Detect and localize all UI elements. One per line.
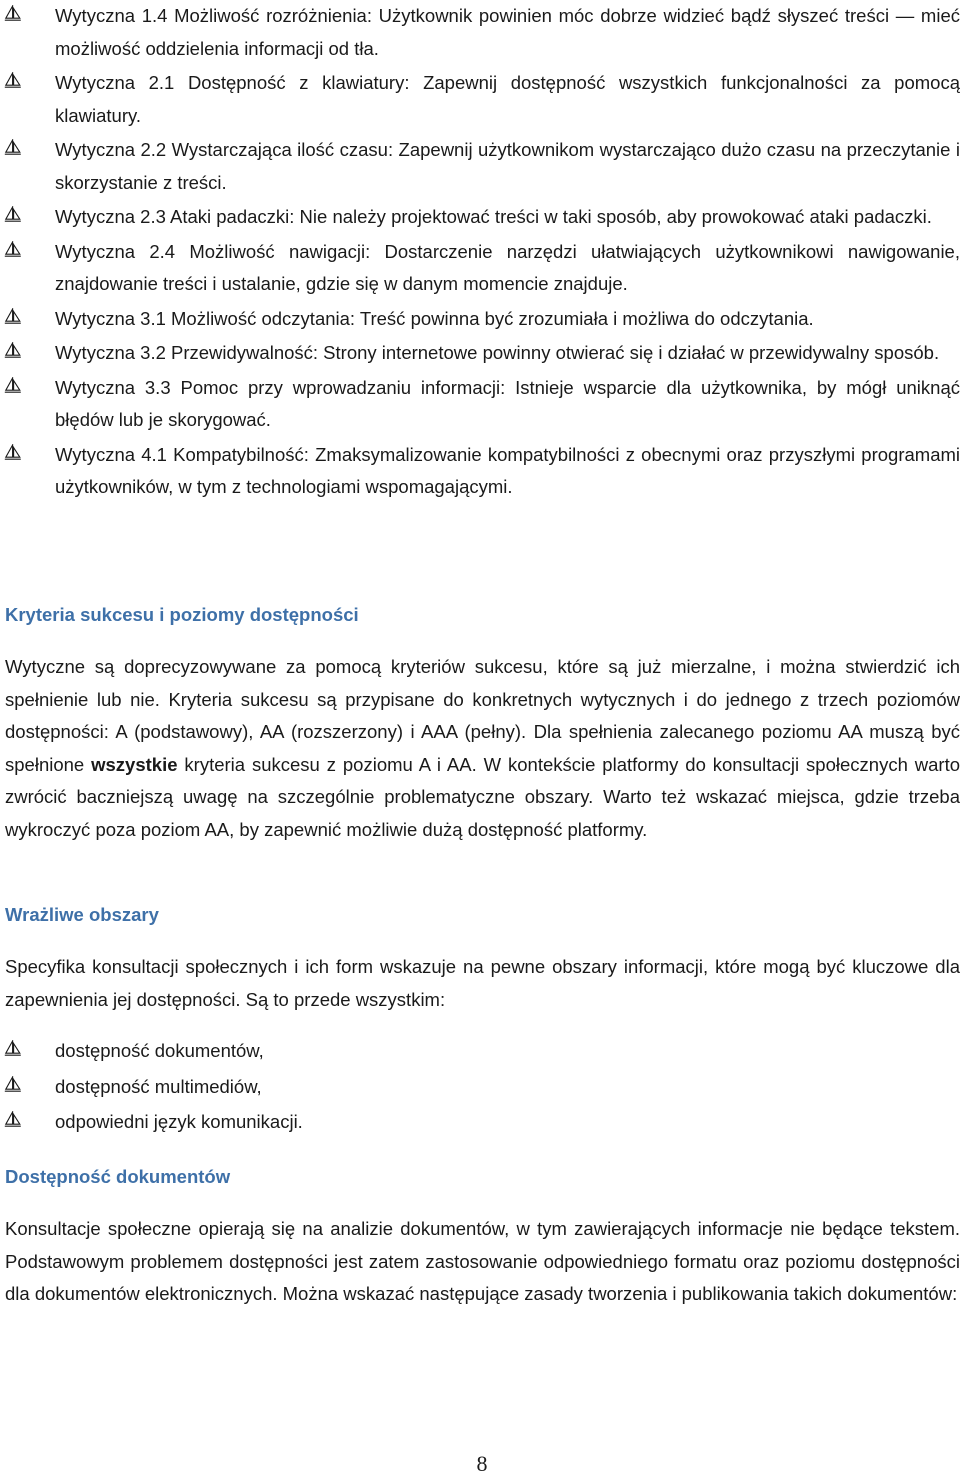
section-heading-document-accessibility: Dostępność dokumentów: [5, 1166, 231, 1187]
guideline-text: Wytyczna 4.1 Kompatybilność: Zmaksymalizowanie kompatybilności z obecnymi oraz przyszłymi programami użytkowników, w tym z technologiami wspomagającymi.: [55, 443, 960, 497]
list-item: [0, 303, 960, 336]
guideline-text: Wytyczna 3.3 Pomoc przy wprowadzaniu informacji: Istnieje wsparcie dla użytkownika, by mógł uniknąć błędów lub je skorygować.: [55, 376, 960, 430]
sailboat-icon: [4, 201, 24, 233]
guideline-text: Wytyczna 2.1 Dostępność z klawiatury: Zapewnij dostępność wszystkich funkcjonalności za pomocą klawiatury.: [55, 72, 960, 126]
guideline-text: Wytyczna 3.1 Możliwość odczytania: Treść powinna być zrozumiała i możliwa do odczytania.: [55, 307, 814, 329]
list-item: [0, 1106, 960, 1139]
sailboat-icon: [4, 439, 24, 471]
sailboat-icon: [4, 67, 24, 99]
guidelines-list: [0, 0, 960, 504]
sailboat-icon: [4, 1035, 24, 1067]
guideline-text: Wytyczna 1.4 Możliwość rozróżnienia: Użytkownik powinien móc dobrze widzieć bądź słyszeć treści — mieć możliwość oddzielenia informacji od tła.: [55, 5, 960, 59]
list-item-text: dostępność multimediów,: [55, 1075, 262, 1097]
list-item-text: odpowiedni język komunikacji.: [55, 1111, 303, 1132]
list-item: [0, 0, 960, 65]
list-item: [0, 1071, 960, 1104]
guideline-text: Wytyczna 2.3 Ataki padaczki: Nie należy projektować treści w taki sposób, aby prowokować ataki padaczki.: [55, 206, 932, 227]
paragraph-text: kryteria sukcesu z poziomu A i AA. W kontekście platformy do konsultacji społecznych warto zwrócić baczniejszą uwagę na szczególnie problematyczne obszary. Warto też wskazać miejsca, gdzie trzeba wykroczyć poza poziom AA, by zapewnić możliwie dużą dostępność platformy.: [5, 753, 960, 840]
guideline-text: Wytyczna 2.4 Możliwość nawigacji: Dostarczenie narzędzi ułatwiających użytkownikowi nawigowanie, znajdowanie treści i ustalanie, gdzie się w danym momencie znajduje.: [55, 240, 960, 294]
sailboat-icon: [4, 0, 24, 32]
list-item: [0, 337, 960, 370]
list-item: [0, 372, 960, 437]
paragraph-text: Wytyczne są doprecyzowywane za pomocą kryteriów sukcesu, które są już mierzalne, i można stwierdzić ich spełnienie lub nie. Kryteria sukcesu są przypisane do konkretnych wytycznych i do jednego z trzech poziomów dostępności: A (podstawowy), AA (rozszerzony) i AAA (pełny). Dla spełnienia zalecanego poziomu AA muszą być spełnione: [5, 656, 960, 775]
list-item: [0, 201, 960, 234]
guideline-text: Wytyczna 3.2 Przewidywalność: Strony internetowe powinny otwierać się i działać w przewidywalny sposób.: [55, 342, 940, 363]
sailboat-icon: [4, 236, 24, 268]
sailboat-icon: [4, 1071, 24, 1103]
sailboat-icon: [4, 134, 24, 166]
sailboat-icon: [4, 1106, 24, 1138]
list-item: [0, 134, 960, 199]
list-item: [0, 67, 960, 132]
paragraph-success-criteria: [5, 651, 960, 846]
list-item-text: dostępność dokumentów,: [55, 1040, 264, 1061]
paragraph-document-accessibility: Konsultacje społeczne opierają się na analizie dokumentów, w tym zawierających informacje nie będące tekstem. Podstawowym problemem dostępności jest zatem zastosowanie odpowiedniego formatu oraz poziomu dostępności dla dokumentów elektronicznych. Można wskazać następujące zasady tworzenia i publikowania takich dokumentów:: [5, 1218, 960, 1304]
list-item: [0, 236, 960, 301]
sensitive-areas-list: [0, 1035, 960, 1139]
section-heading-sensitive-areas: Wrażliwe obszary: [5, 904, 159, 925]
sailboat-icon: [4, 303, 24, 335]
page-number: 8: [476, 1451, 488, 1476]
emphasis-text: wszystkie: [91, 753, 178, 775]
section-heading-success-criteria: Kryteria sukcesu i poziomy dostępności: [5, 604, 359, 625]
sailboat-icon: [4, 337, 24, 369]
guideline-text: Wytyczna 2.2 Wystarczająca ilość czasu: Zapewnij użytkownikom wystarczająco dużo czasu na przeczytanie i skorzystanie z treści.: [55, 139, 960, 193]
sailboat-icon: [4, 372, 24, 404]
paragraph-sensitive-areas: Specyfika konsultacji społecznych i ich form wskazuje na pewne obszary informacji, które mogą być kluczowe dla zapewnienia jej dostępności. Są to przede wszystkim:: [5, 956, 960, 1010]
list-item: [0, 439, 960, 504]
list-item: [0, 1035, 960, 1068]
